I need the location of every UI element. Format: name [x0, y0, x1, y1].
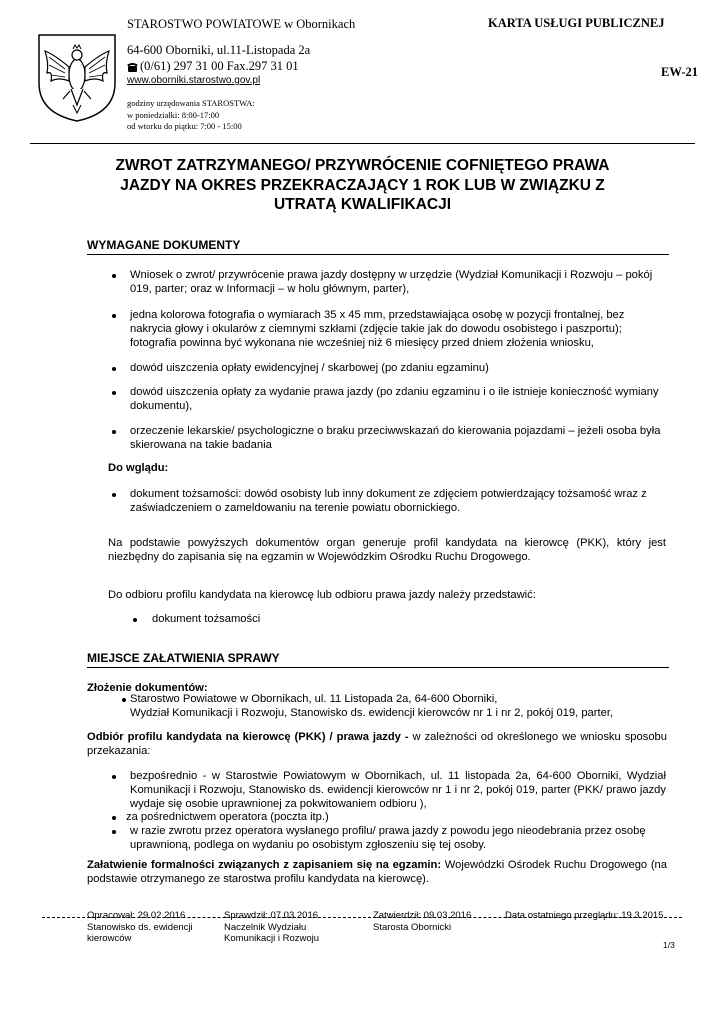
phone-icon [127, 62, 138, 72]
last-review-date: Data ostatniego przeglądu: 19.3.2015 [505, 910, 664, 921]
bullet-icon [112, 493, 116, 497]
checked-role: Komunikacji i Rozwoju [224, 933, 320, 944]
prepared-role: Stanowisko ds. ewidencji [87, 921, 193, 933]
pickup-method-item: za pośrednictwem operatora (poczta itp.) [126, 811, 329, 823]
pickup-doc-item: dokument tożsamości [152, 613, 261, 625]
bullet-icon [122, 698, 126, 702]
required-doc-item: jedna kolorowa fotografia o wymiarach 35 x 45 mm, przedstawiająca osobę w pozycji frontalnej, bez nakrycia głowy i okularów z ciemnymi szkłami (zdjęcie takie jak do dowodu osobistego i paszportu); fotografia powinna być wykonana nie wcześniej niż 6 miesięcy przed dniem złożenia wniosku, [130, 309, 625, 349]
footer-approved [373, 910, 471, 933]
section-header-required-documents: WYMAGANE DOKUMENTY [87, 238, 669, 255]
website-link[interactable]: www.oborniki.starostwo.gov.pl [127, 75, 261, 86]
office-hours [127, 98, 255, 133]
header-divider [30, 143, 695, 144]
formalities-text: Wojewódzki Ośrodek Ruchu Drogowego (na podstawie otrzymanego ze starostwa profilu kandydata na kierowcę). [87, 859, 667, 885]
bullet-icon [112, 274, 116, 278]
submission-department: Wydział Komunikacji i Rozwoju, Stanowisko ds. ewidencji kierowców nr 1 i nr 2, pokój 019, parter, [130, 707, 614, 719]
bullet-icon [133, 618, 137, 622]
title-line: ZWROT ZATRZYMANEGO/ PRZYWRÓCENIE COFNIĘTEGO PRAWA [115, 157, 610, 174]
footer-prepared [87, 910, 193, 945]
phone-numbers: (0/61) 297 31 00 Fax.297 31 01 [140, 59, 299, 73]
bullet-icon [112, 314, 116, 318]
title-line: UTRATĄ KWALIFIKACJI [273, 196, 452, 213]
pickup-method-item: bezpośrednio - w Starostwie Powiatowym w Obornikach, ul. 11 listopada 2a, 64-600 Oborniki, Wydział Komunikacji i Rozwoju, Stanowisko ds. ewidencji kierowców nr 1 i nr 2, pokój 019, parter (PKK/ prawo jazdy wydaje się osobie uprawnionej za pokwitowaniem odbioru ), [130, 770, 666, 810]
submission-location [130, 692, 670, 720]
bullet-icon [112, 391, 116, 395]
required-doc-item: Wniosek o zwrot/ przywrócenie prawa jazdy dostępny w urzędzie (Wydział Komunikacji i Rozwoju – pokój 019, parter; oraz w Informacji – w holu głównym, parter), [130, 269, 653, 295]
submission-address: Starostwo Powiatowe w Obornikach, ul. 11 Listopada 2a, 64-600 Oborniki, [130, 693, 498, 705]
pickup-paragraph: Do odbioru profilu kandydata na kierowcę lub odbioru prawa jazdy należy przedstawić: [108, 589, 536, 601]
office-name: STAROSTWO POWIATOWE w Obornikach [127, 17, 356, 31]
hours-weekdays: od wtorku do piątku: 7:00 - 15:00 [127, 121, 242, 131]
prepared-role: kierowców [87, 933, 132, 944]
pickup-methods-text: w zależności od określonego we wniosku sposobu przekazania: [87, 731, 668, 757]
bullet-icon [112, 775, 116, 779]
page-number: 1/3 [663, 940, 675, 950]
pickup-methods-label: Odbiór profilu kandydata na kierowcę (PKK) / prawa jazdy - [87, 731, 409, 743]
bullet-icon [112, 430, 116, 434]
pickup-method-item: w razie zwrotu przez operatora wysłanego profilu/ prawa jazdy z powodu jego nieodebrania przez osobę uprawnioną, podlega on wydaniu po osobistym zgłoszeniu się tej osoby. [130, 825, 646, 851]
bullet-icon [112, 367, 116, 371]
checked-date: Sprawdził: 07.03.2016 [224, 910, 319, 921]
service-code: EW-21 [661, 65, 699, 79]
checked-role: Naczelnik Wydziału [224, 921, 307, 933]
required-doc-item: dowód uiszczenia opłaty ewidencyjnej / skarbowej (po zdaniu egzaminu) [130, 362, 489, 374]
approved-role: Starosta Obornicki [373, 921, 452, 933]
formalities-paragraph [87, 858, 667, 886]
office-phone [127, 59, 299, 74]
footer-last-review [505, 910, 663, 922]
hours-label: godziny urzędowania STAROSTWA: [127, 98, 255, 108]
submission-label: Złożenie dokumentów: [87, 682, 208, 694]
bullet-icon [112, 816, 116, 820]
footer-checked [224, 910, 319, 945]
required-doc-item: dowód uiszczenia opłaty za wydanie prawa jazdy (po zdaniu egzaminu i o ile istnieje konieczność wymiany dokumentu), [130, 386, 659, 412]
pickup-methods-intro [87, 730, 667, 758]
for-inspection-label: Do wglądu: [108, 462, 169, 474]
pkk-paragraph: Na podstawie powyższych dokumentów organ generuje profil kandydata na kierowcę (PKK), który jest niezbędny do zapisania się na egzamin w Wojewódzkim Ośrodku Ruchu Drogowego. [108, 537, 666, 563]
approved-date: Zatwierdził: 09.03.2016 [373, 910, 472, 921]
inspection-doc-item: dokument tożsamości: dowód osobisty lub inny dokument ze zdjęciem potwierdzający tożsamość wraz z zaświadczeniem o zameldowaniu na terenie powiatu obornickiego. [130, 488, 647, 514]
card-title: KARTA USŁUGI PUBLICZNEJ [488, 16, 665, 30]
coat-of-arms-logo [37, 33, 117, 123]
title-line: JAZDY NA OKRES PRZEKRACZAJĄCY 1 ROK LUB W ZWIĄZKU Z [120, 176, 605, 194]
document-title [95, 156, 630, 215]
section-header-place: MIEJSCE ZAŁATWIENIA SPRAWY [87, 651, 669, 668]
required-doc-item: orzeczenie lekarskie/ psychologiczne o braku przeciwwskazań do kierowania pojazdami – jeżeli osoba była skierowana na takie badania [130, 425, 661, 451]
prepared-date: Opracował: 29.02.2016 [87, 910, 186, 921]
formalities-label: Załatwienie formalności związanych z zapisaniem się na egzamin: [87, 859, 442, 871]
bullet-icon [112, 830, 116, 834]
office-address: 64-600 Oborniki, ul.11-Listopada 2a [127, 43, 311, 57]
hours-monday: w poniedziałki: 8:00-17:00 [127, 109, 220, 120]
